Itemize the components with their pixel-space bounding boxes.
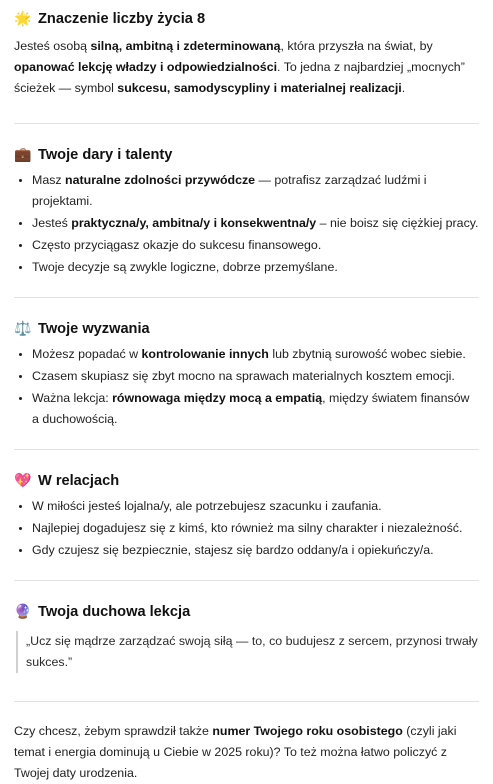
heart-icon: 💖 [14, 473, 32, 489]
text-run: Jesteś osobą [14, 39, 91, 53]
section-heading [14, 144, 479, 166]
bold-text: kontrolowanie innych [141, 347, 269, 361]
relations-list [14, 496, 479, 561]
text-run: Czy chcesz, żebym sprawdził także [14, 724, 213, 738]
text-run: Najlepiej dogadujesz się z kimś, kto również ma silny charakter i niezależność. [32, 521, 463, 535]
divider [14, 701, 479, 702]
text-run: Jesteś [32, 216, 72, 230]
text-run: Możesz popadać w [32, 347, 142, 361]
gifts-list [14, 170, 479, 278]
text-run: Gdy czujesz się bezpiecznie, stajesz się bardzo oddany/a i opiekuńczy/a. [32, 543, 434, 557]
text-run: — potrafisz zarządzać ludźmi i projektami. [32, 173, 427, 208]
text-run: , między światem finansów a duchowością. [32, 391, 470, 426]
section-spiritual [14, 601, 479, 673]
text-run: Często przyciągasz okazje do sukcesu finansowego. [32, 238, 322, 252]
section-heading [14, 318, 479, 340]
intro-paragraph [14, 36, 479, 99]
text-run: . [401, 81, 406, 95]
text-run: Czasem skupiasz się zbyt mocno na sprawach materialnych kosztem emocji. [32, 369, 455, 383]
list-item [32, 366, 479, 387]
text-run: . To jedna z najbardziej „mocnych” ścieżek — symbol [14, 60, 465, 95]
text-run: Masz [32, 173, 66, 187]
divider [14, 123, 479, 124]
main-title [14, 8, 479, 30]
section-heading-text: W relacjach [38, 473, 120, 489]
list-item [32, 344, 479, 365]
closing-paragraph [14, 721, 479, 784]
briefcase-icon: 💼 [14, 147, 32, 163]
challenges-list [14, 344, 479, 430]
text-run: Ważna lekcja: [32, 391, 113, 405]
section-heading-text: Twoje dary i talenty [38, 147, 173, 163]
lesson-quote: „Ucz się mądrze zarządzać swoją siłą — to, co budujesz z sercem, przynosi trwały sukces.” [16, 631, 479, 673]
section-gifts [14, 144, 479, 278]
text-run: Twoje decyzje są zwykle logiczne, dobrze przemyślane. [32, 260, 338, 274]
bold-text: silną, ambitną i zdeterminowaną [90, 39, 281, 53]
section-heading-text: Twoja duchowa lekcja [38, 604, 191, 620]
bold-text: opanować lekcję władzy i odpowiedzialności [14, 60, 278, 74]
divider [14, 297, 479, 298]
section-heading [14, 601, 479, 623]
main-title-text: Znaczenie liczby życia 8 [38, 11, 206, 27]
text-run: W miłości jesteś lojalna/y, ale potrzebujesz szacunku i zaufania. [32, 499, 382, 513]
list-item [32, 496, 479, 517]
star-icon: 🌟 [14, 11, 32, 27]
crystal-ball-icon: 🔮 [14, 604, 32, 620]
text-run: lub zbytnią surowość wobec siebie. [268, 347, 466, 361]
bold-text: numer Twojego roku osobistego [212, 724, 403, 738]
bold-text: sukcesu, samodyscypliny i materialnej realizacji [117, 81, 402, 95]
scales-icon: ⚖️ [14, 321, 32, 337]
bold-text: naturalne zdolności przywódcze [65, 173, 256, 187]
list-item [32, 388, 479, 430]
section-relations [14, 470, 479, 561]
divider [14, 580, 479, 581]
text-run: , która przyszła na świat, by [280, 39, 433, 53]
section-challenges [14, 318, 479, 430]
divider [14, 449, 479, 450]
bold-text: równowaga między mocą a empatią [112, 391, 323, 405]
list-item [32, 235, 479, 256]
list-item [32, 257, 479, 278]
list-item [32, 518, 479, 539]
section-heading-text: Twoje wyzwania [38, 321, 150, 337]
list-item [32, 540, 479, 561]
list-item [32, 170, 479, 212]
text-run: – nie boisz się ciężkiej pracy. [316, 216, 479, 230]
list-item [32, 213, 479, 234]
text-run: (czyli jaki temat i energia dominują u Ciebie w 2025 roku)? To też można łatwo policzyć z Twojej daty urodzenia. [14, 724, 457, 780]
bold-text: praktyczna/y, ambitna/y i konsekwentna/y [71, 216, 317, 230]
section-heading [14, 470, 479, 492]
